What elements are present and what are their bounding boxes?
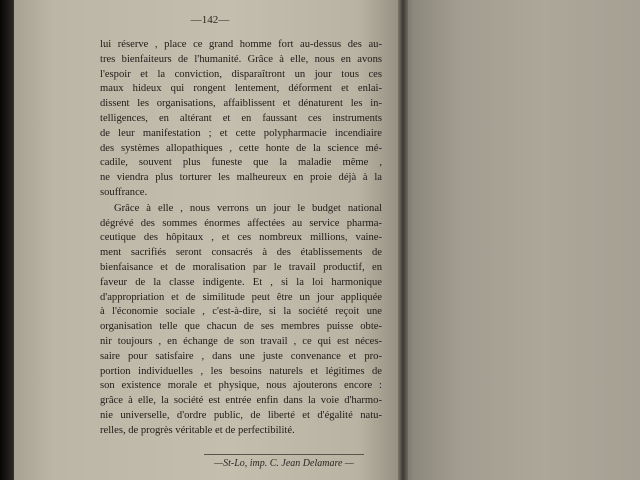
text-line: nir toujours , en échange de son travail , ce qui est néces-	[100, 335, 382, 347]
text-line: portion individuelles , les besoins naturels et légitimes de	[100, 365, 382, 377]
text-line: faveur de la classe indigente. Et , si la loi harmonique	[100, 276, 382, 288]
paragraph-2	[100, 202, 382, 439]
text-line: Grâce à elle , nous verrons un jour le budget national	[114, 202, 382, 214]
footer-rule	[204, 454, 364, 455]
right-blank-page	[400, 0, 640, 480]
text-line: saire pour satisfaire , dans une juste convenance et pro-	[100, 350, 382, 362]
text-line: des systèmes allopathiques , cette honte de la science mé-	[100, 142, 382, 154]
body-text	[100, 38, 382, 440]
text-line: telligences, en altérant et en faussant ces instruments	[100, 112, 382, 124]
text-line: à l'économie sociale , c'est-à-dire, si la société reçoit une	[100, 306, 382, 318]
text-line: nie universelle, d'ordre public, de liberté et d'égalité natu-	[100, 409, 382, 421]
text-line: souffrance.	[100, 186, 148, 198]
text-line: cadile, souvent plus funeste que la maladie même ,	[100, 157, 382, 169]
text-line: ceutique des hôpitaux , et ces nombreux millions, vaine-	[100, 232, 382, 244]
text-line: lui réserve , place ce grand homme fort au-dessus des au-	[100, 39, 382, 50]
text-line: ne viendra plus torturer les malheureux en proie déjà à la	[100, 172, 382, 184]
text-line: son existence morale et physique, nous ajouterons encore :	[100, 380, 382, 392]
text-line: de leur manifestation ; et cette polypharmacie incendiaire	[100, 127, 382, 139]
text-line: dissent les organisations, affaiblissent et dénaturent les in-	[100, 98, 382, 110]
text-line: tres bienfaiteurs de l'humanité. Grâce à elle, nous en avons	[100, 53, 382, 65]
text-line: grâce à elle, la société est entrée enfin dans la voie d'harmo-	[100, 395, 382, 407]
text-line: bienfaisance et de moralisation par le travail productif, en	[100, 261, 382, 273]
book-gutter	[398, 0, 408, 480]
left-page	[14, 0, 406, 480]
text-line: ment sacrifiés seront consacrés à des établissements de	[100, 247, 382, 259]
text-line: organisation telle que chacun de ses membres puisse obte-	[100, 321, 382, 333]
text-line: l'espoir et la conviction, disparaîtront un jour tous ces	[100, 68, 382, 80]
text-line: relles, de progrès véritable et de perfectibilité.	[100, 424, 295, 436]
paragraph-1	[100, 38, 382, 201]
printer-imprint: —St-Lo, imp. C. Jean Delamare —	[214, 458, 354, 469]
page-number: —142—	[190, 14, 230, 26]
text-line: dégrévé des sommes énormes affectées au service pharma-	[100, 217, 382, 229]
text-line: maux hideux qui rongent lentement, déforment et enlai-	[100, 83, 382, 95]
text-line: d'appropriation et de similitude peut être un jour appliquée	[100, 291, 382, 303]
